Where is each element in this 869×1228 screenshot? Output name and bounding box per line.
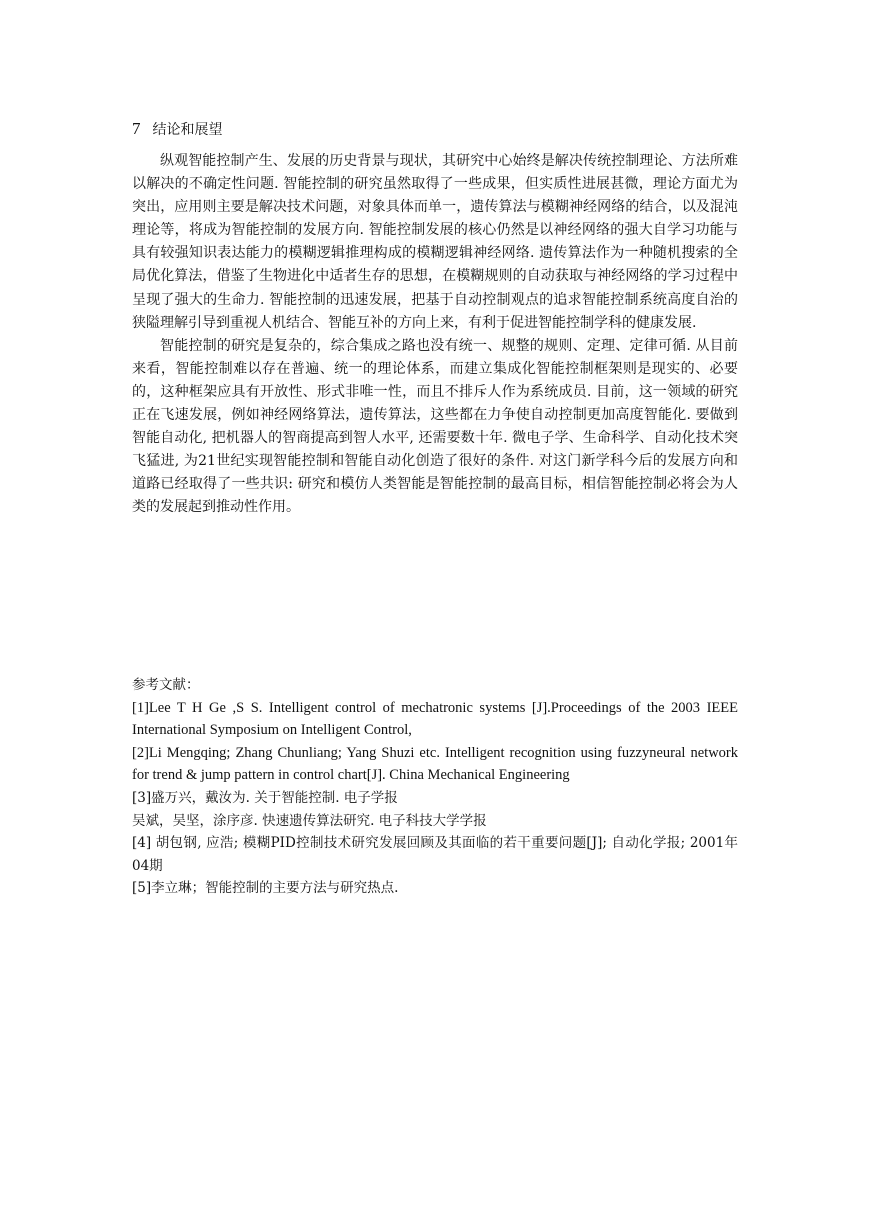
- reference-item-4: [4] 胡包钢, 应浩; 模糊PID控制技术研究发展回顾及其面临的若干重要问题[J]; 自动化学报; 2001年04期: [132, 835, 738, 874]
- reference-item-5: [5]李立琳；智能控制的主要方法与研究热点.: [132, 880, 399, 897]
- section-number: 7: [132, 119, 141, 138]
- reference-item-1: [1]Lee T H Ge ,S S. Intelligent control of mechatronic systems [J].Proceedings of the 2003 IEEE International Symposium on Intelligent Control,: [132, 699, 738, 739]
- section-title: 结论和展望: [152, 122, 223, 138]
- paragraph-2: 智能控制的研究是复杂的，综合集成之路也没有统一、规整的规则、定理、定律可循. 从目前来看，智能控制难以存在普遍、统一的理论体系，而建立集成化智能控制框架则是现实的、必要的，这种框架应具有开放性、形式非唯一性，而且不排斥人作为系统成员. 目前，这一领域的研究正在飞速发展，例如神经网络算法，遗传算法，这些都在力争使自动控制更加高度智能化. 要做到智能自动化, 把机器人的智商提高到智人水平, 还需要数十年. 微电子学、生命科学、自动化技术突飞猛进, 为21世纪实现智能控制和智能自动化创造了很好的条件. 对这门新学科今后的发展方向和道路已经取得了一些共识: 研究和模仿人类智能是智能控制的最高目标，相信智能控制必将会为人类的发展起到推动性作用。: [132, 337, 738, 516]
- reference-item-3b: 吴斌，吴坚，涂序彦. 快速遗传算法研究. 电子科技大学学报: [132, 812, 487, 829]
- paragraph-1: 纵观智能控制产生、发展的历史背景与现状，其研究中心始终是解决传统控制理论、方法所难以解决的不确定性问题. 智能控制的研究虽然取得了一些成果，但实质性进展甚微，理论方面尤为突出，应用则主要是解决技术问题，对象具体而单一，遗传算法与模糊神经网络的结合，以及混沌理论等，将成为智能控制的发展方向. 智能控制发展的核心仍然是以神经网络的强大自学习功能与具有较强知识表达能力的模糊逻辑推理构成的模糊逻辑神经网络. 遗传算法作为一种随机搜索的全局优化算法，借鉴了生物进化中适者生存的思想，在模糊规则的自动获取与神经网络的学习过程中呈现了强大的生命力. 智能控制的迅速发展，把基于自动控制观点的追求智能控制系统高度自治的狭隘理解引导到重视人机结合、智能互补的方向上来，有利于促进智能控制学科的健康发展.: [132, 153, 738, 331]
- references-title: 参考文献：: [132, 677, 200, 693]
- body-text: [132, 150, 738, 520]
- reference-item-2: [2]Li Mengqing; Zhang Chunliang; Yang Shuzi etc. Intelligent recognition using fuzzyneural network for trend & jump pattern in control chart[J]. China Mechanical Engineering: [132, 744, 738, 784]
- references-section: [132, 674, 738, 900]
- reference-item-3: [3]盛万兴，戴汝为. 关于智能控制. 电子学报: [132, 789, 398, 806]
- section-heading: [132, 118, 223, 141]
